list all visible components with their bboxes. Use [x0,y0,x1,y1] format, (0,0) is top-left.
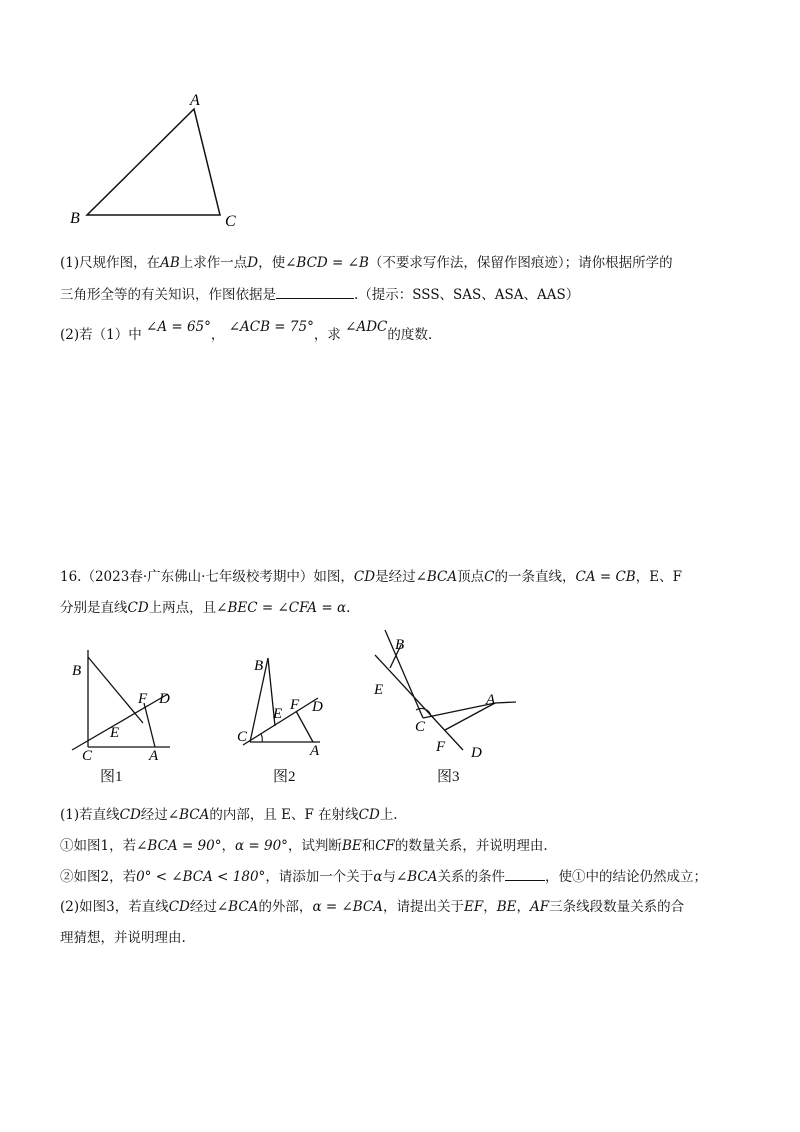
math-CD: CD [168,899,190,915]
math-CD: CD [127,600,149,616]
q16-part2-line1 [60,897,684,917]
math-condition: ∠BCD = ∠B [285,255,369,271]
text: 与 [382,869,396,885]
text: 的度数. [387,327,433,343]
label-D: D [312,699,323,715]
q16-part1 [60,805,398,825]
q15-part1-line1 [60,253,673,273]
label-E: E [374,682,384,698]
label-E: E [110,725,120,741]
label-D: D [471,745,482,761]
text: 上两点，且 [148,600,217,616]
text: ②如图2，若 [60,869,137,885]
label-A: A [149,748,159,760]
text: 经过 [140,807,168,823]
label-D: D [159,691,170,707]
math-angle-BCA-90: ∠BCA = 90° [136,838,222,854]
math-angle-ACB: ∠ACB = 75° [228,319,314,335]
text: 是经过 [375,569,416,585]
text: ，请提出关于 [383,899,465,915]
text: 三角形全等的有关知识，作图依据是 [60,287,276,303]
label-C: C [415,719,426,735]
text: ， [221,838,235,854]
math-angle-equality: ∠BEC = ∠CFA = α [216,600,347,616]
text: ， [516,899,531,915]
text: ，试判断 [287,838,342,854]
math-angle-BCA: ∠BCA [216,899,259,915]
math-CD: CD [119,807,141,823]
q15-part2 [60,319,433,345]
figure-2-caption: 图2 [273,769,296,785]
figure-1 [60,640,180,760]
text: 关系的条件 [437,869,505,885]
text: ，求 [313,327,341,343]
q15-part1-line2 [60,284,579,305]
math-alpha-eq-BCA: α = ∠BCA [312,899,384,915]
label-B: B [395,637,405,653]
text: 上. [379,807,398,823]
triangle-abc-figure [60,85,260,235]
math-angle-range: 0° < ∠BCA < 180° [136,869,266,885]
math-CD: CD [353,569,376,585]
label-E: E [273,706,283,722]
answer-blank[interactable] [276,284,354,299]
q16-part1-a [60,836,548,856]
label-B: B [70,210,80,227]
triangle-abc [87,109,220,215]
label-B: B [254,658,264,674]
math-C: C [484,569,495,585]
label-A: A [190,92,200,109]
text: 三条线段数量关系的合 [549,899,685,915]
q16-part2-line2 [60,928,186,948]
text: ，请添加一个关于 [265,869,374,885]
text: ， [483,899,497,915]
math-AB: AB [160,255,180,271]
label-A: A [486,692,496,708]
label-F: F [436,739,446,755]
math-CA-CB: CA = CB [575,569,636,585]
text: .（提示：SSS、SAS、ASA、AAS） [354,287,580,303]
math-EF: EF [464,899,484,915]
math-BE: BE [496,899,517,915]
figure-3-caption: 图3 [437,769,460,785]
text: 和 [361,838,376,854]
label-F: F [138,691,148,707]
math-D: D [247,255,259,271]
q16-stem-line2 [60,598,350,618]
math-alpha: α [373,869,383,885]
text: （不要求写作法，保留作图痕迹）；请你根据所学的 [368,255,673,271]
text: 经过 [189,899,217,915]
figure-2 [225,640,345,760]
text: 的外部， [258,899,313,915]
label-C: C [82,748,93,760]
text: . [346,600,351,616]
text: (1)尺规作图，在 [60,255,161,271]
answer-blank[interactable] [505,866,545,881]
text: ，使 [258,255,286,271]
text: ， [210,327,225,343]
text: 的数量关系，并说明理由. [394,838,548,854]
math-angle-BCA: ∠BCA [395,869,438,885]
label-C: C [225,213,236,230]
math-angle-A: ∠A = 65° [146,319,211,335]
math-angle-ADC: ∠ADC [345,319,388,335]
math-AF: AF [530,899,550,915]
text: (2)若（1）中 [60,327,142,343]
figure-3 [365,625,525,765]
math-angle-BCA: ∠BCA [167,807,210,823]
text: 的内部，且 E、F 在射线 [209,807,359,823]
text: 分别是直线 [60,600,128,616]
text: ，E、F [635,569,682,585]
text: 16.（2023春·广东佛山·七年级校考期中）如图， [60,569,354,585]
figure-1-caption: 图1 [100,769,123,785]
text: ①如图1，若 [60,838,137,854]
text: 的一条直线， [494,569,576,585]
label-F: F [290,697,300,713]
label-B: B [72,663,82,679]
math-BE: BE [341,838,362,854]
math-CF: CF [375,838,395,854]
text: (2)如图3，若直线 [60,899,169,915]
label-C: C [237,729,248,745]
text: 上求作一点 [179,255,248,271]
text: ，使①中的结论仍然成立； [545,869,707,885]
q16-part1-b [60,866,707,887]
text: 顶点 [457,569,485,585]
text: 理猜想，并说明理由. [60,930,186,946]
math-CD: CD [358,807,380,823]
math-alpha-90: α = 90° [234,838,288,854]
math-angle-BCA: ∠BCA [415,569,458,585]
q16-stem-line1 [60,567,682,587]
text: (1)若直线 [60,807,120,823]
label-A: A [310,743,320,759]
